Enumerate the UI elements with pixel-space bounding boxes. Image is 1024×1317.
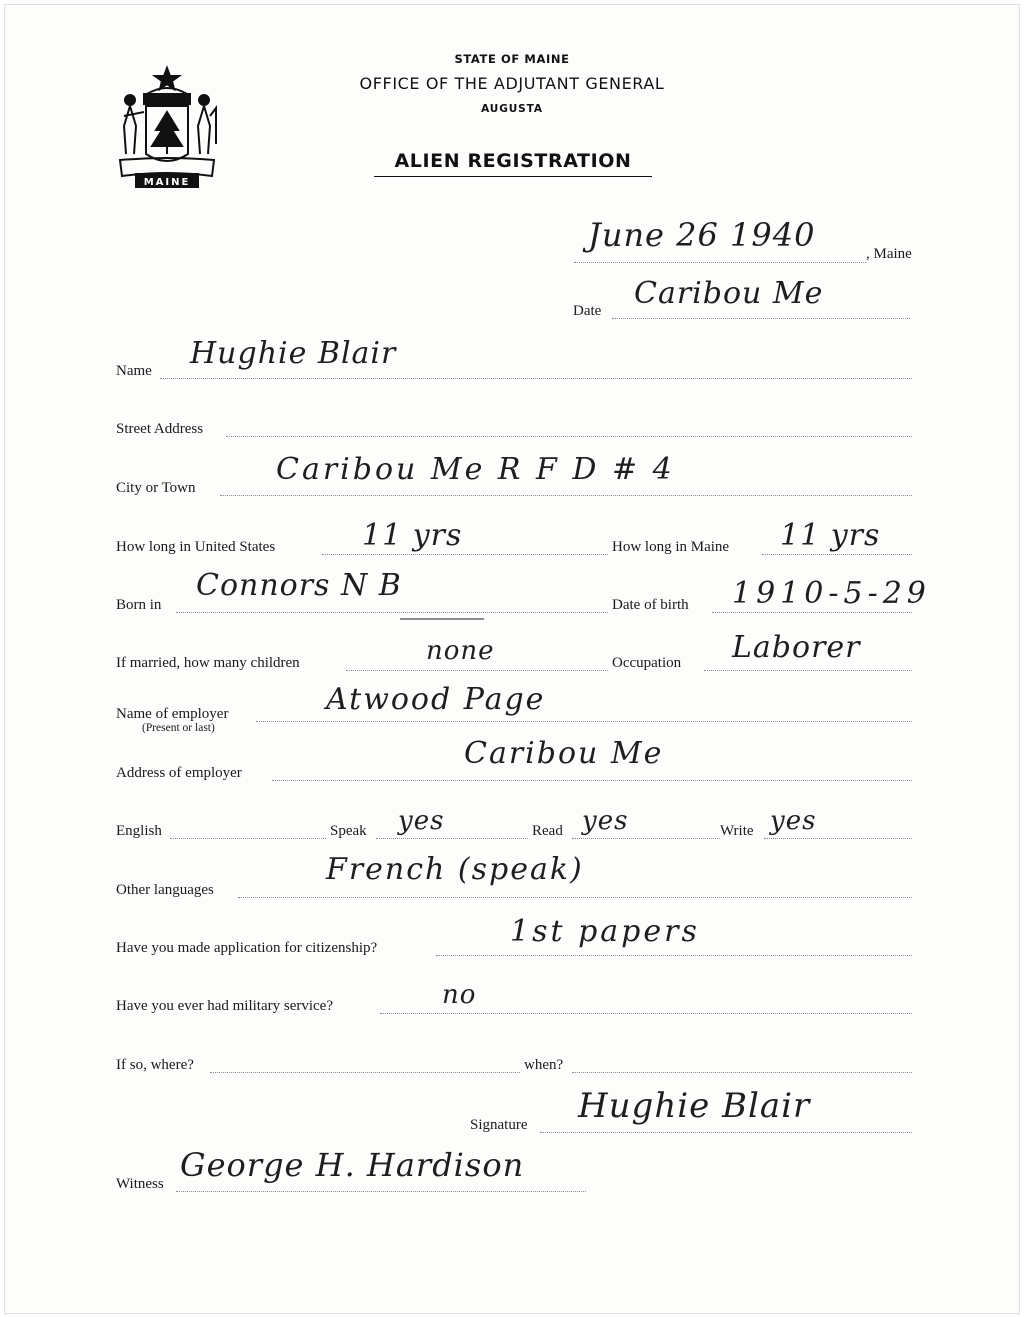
when-label: when? [524,1057,564,1073]
write-label: Write [720,823,754,839]
born-in-label: Born in [116,597,162,613]
citizenship-label: Have you made application for citizenship? [116,940,378,956]
citizenship-value[interactable]: 1st papers [510,914,700,949]
read-line [572,838,720,839]
form-title: ALIEN REGISTRATION [374,150,652,177]
write-value[interactable]: yes [770,806,817,836]
when-line [572,1072,912,1073]
english-label: English [116,823,162,839]
occupation-label: Occupation [612,655,682,671]
where-line [210,1072,520,1073]
employer-address-value[interactable]: Caribou Me [464,736,664,771]
maine-label: , Maine [866,246,912,262]
city-value[interactable]: Caribou Me R F D # 4 [276,452,675,487]
occupation-value[interactable]: Laborer [732,630,861,665]
date-line [574,262,866,263]
how-long-us-value[interactable]: 11 yrs [362,518,463,553]
signature-value[interactable]: Hughie Blair [578,1086,811,1126]
how-long-maine-value[interactable]: 11 yrs [780,518,881,553]
how-long-us-label: How long in United States [116,539,276,555]
street-address-line [226,436,912,437]
other-languages-line [238,897,912,898]
header-state: STATE OF MAINE [454,52,570,66]
other-languages-value[interactable]: French (speak) [326,852,584,887]
born-in-line [176,612,608,613]
speak-label: Speak [330,823,367,839]
employer-name-value[interactable]: Atwood Page [326,682,546,717]
how-long-us-line [322,554,608,555]
citizenship-line [436,955,912,956]
military-label: Have you ever had military service? [116,998,333,1014]
signature-line [540,1132,912,1133]
military-value[interactable]: no [442,980,477,1010]
date-label: Date [573,303,602,319]
date-value: June 26 1940 [588,216,816,254]
date-of-birth-line [712,612,912,613]
born-in-underline [400,618,484,620]
date-of-birth-value[interactable]: 1910-5-29 [732,576,931,611]
date-of-birth-label: Date of birth [612,597,689,613]
read-value[interactable]: yes [582,806,629,836]
children-value[interactable]: none [426,636,495,666]
place-line [612,318,910,319]
employer-name-sublabel: (Present or last) [142,722,215,734]
write-line [764,838,912,839]
how-long-maine-line [762,554,912,555]
header-city: AUGUSTA [481,103,543,115]
city-label: City or Town [116,480,196,496]
svg-text:MAINE: MAINE [143,177,191,188]
read-label: Read [532,823,563,839]
other-languages-label: Other languages [116,882,214,898]
speak-value[interactable]: yes [398,806,445,836]
children-label: If married, how many children [116,655,300,671]
employer-name-line [256,721,912,722]
header-office: OFFICE OF THE ADJUTANT GENERAL [359,74,665,93]
children-line [346,670,608,671]
english-line [170,838,326,839]
how-long-maine-label: How long in Maine [612,539,730,555]
employer-name-label: Name of employer [116,706,229,722]
witness-value[interactable]: George H. Hardison [180,1146,525,1184]
name-value[interactable]: Hughie Blair [190,336,397,371]
city-line [220,495,912,496]
signature-label: Signature [470,1117,528,1133]
occupation-line [704,670,912,671]
born-in-value[interactable]: Connors N B [196,568,402,603]
street-address-label: Street Address [116,421,204,437]
employer-address-line [272,780,912,781]
speak-line [376,838,528,839]
employer-address-label: Address of employer [116,765,242,781]
name-line [160,378,912,379]
witness-label: Witness [116,1176,164,1192]
place-value: Caribou Me [634,276,824,311]
where-label: If so, where? [116,1057,194,1073]
name-label: Name [116,363,152,379]
witness-line [176,1191,586,1192]
military-line [380,1013,912,1014]
